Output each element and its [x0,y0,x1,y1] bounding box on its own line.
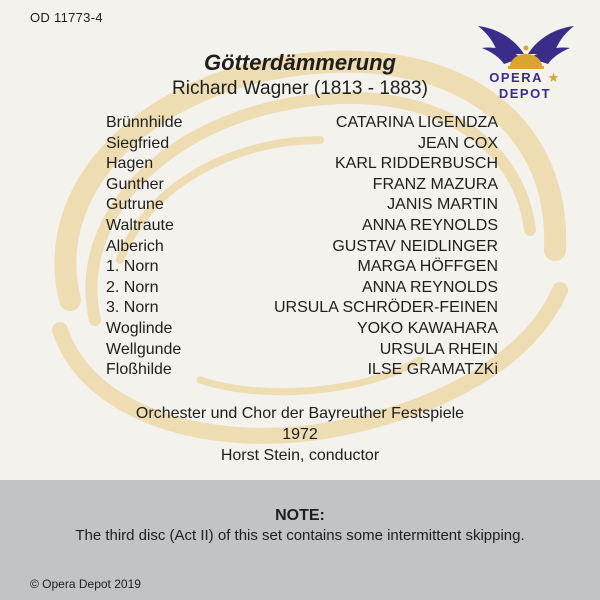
role-name: Siegfried [106,134,170,152]
cast-row [106,319,498,340]
cast-row [106,154,498,175]
cast-row [106,175,498,196]
singer-name: GUSTAV NEIDLINGER [332,237,498,255]
singer-name: ANNA REYNOLDS [361,278,498,296]
role-name: Alberich [106,237,164,255]
composer-subtitle: Richard Wagner (1813 - 1883) [172,78,428,99]
singer-name: ILSE GRAMATZKi [367,361,498,379]
copyright: © Opera Depot 2019 [30,577,141,591]
note-heading: NOTE: [275,507,325,524]
singer-name: CATARINA LIGENDZA [335,114,498,131]
role-name: Brünnhilde [106,114,183,131]
singer-name: KARL RIDDERBUSCH [335,155,498,173]
cast-row [106,360,498,381]
performance-credits [0,403,600,466]
role-name: Gunther [106,175,164,193]
role-name: 1. Norn [106,258,159,276]
conductor-credit: Horst Stein, conductor [220,447,380,464]
cast-row [106,278,498,299]
logo-star-icon: ★ [547,70,561,85]
opera-title: Götterdämmerung [204,50,396,75]
cast-row [106,340,498,361]
role-name: Woglinde [106,319,173,337]
cast-list [106,113,498,381]
singer-name: URSULA SCHRÖDER-FEINEN [273,299,498,317]
orchestra-credit: Orchester und Chor der Bayreuther Festspiele [135,405,465,422]
cast-row [106,298,498,319]
logo-text-opera: OPERA [489,70,543,85]
cast-row [106,216,498,237]
singer-name: FRANZ MAZURA [372,175,498,193]
singer-name: JANIS MARTIN [387,196,498,214]
singer-name: ANNA REYNOLDS [361,216,498,234]
role-name: Floßhilde [106,361,172,379]
logo-text-depot: DEPOT [498,86,552,101]
cast-row [106,134,498,155]
singer-name: JEAN COX [417,134,498,152]
role-name: Hagen [106,155,154,173]
role-name: Gutrune [106,196,164,214]
cast-row [106,113,498,134]
recording-year: 1972 [282,426,318,443]
cast-row [106,257,498,278]
note-text: The third disc (Act II) of this set contains some intermittent skipping. [75,527,525,544]
cast-row [106,237,498,258]
role-name: 2. Norn [106,278,159,296]
singer-name: MARGA HÖFFGEN [357,258,498,276]
singer-name: YOKO KAWAHARA [356,319,498,337]
catalog-number: OD 11773-4 [30,10,103,25]
role-name: Waltraute [106,216,174,234]
singer-name: URSULA RHEIN [379,340,498,358]
role-name: Wellgunde [106,340,182,358]
role-name: 3. Norn [106,299,159,317]
cast-row [106,195,498,216]
